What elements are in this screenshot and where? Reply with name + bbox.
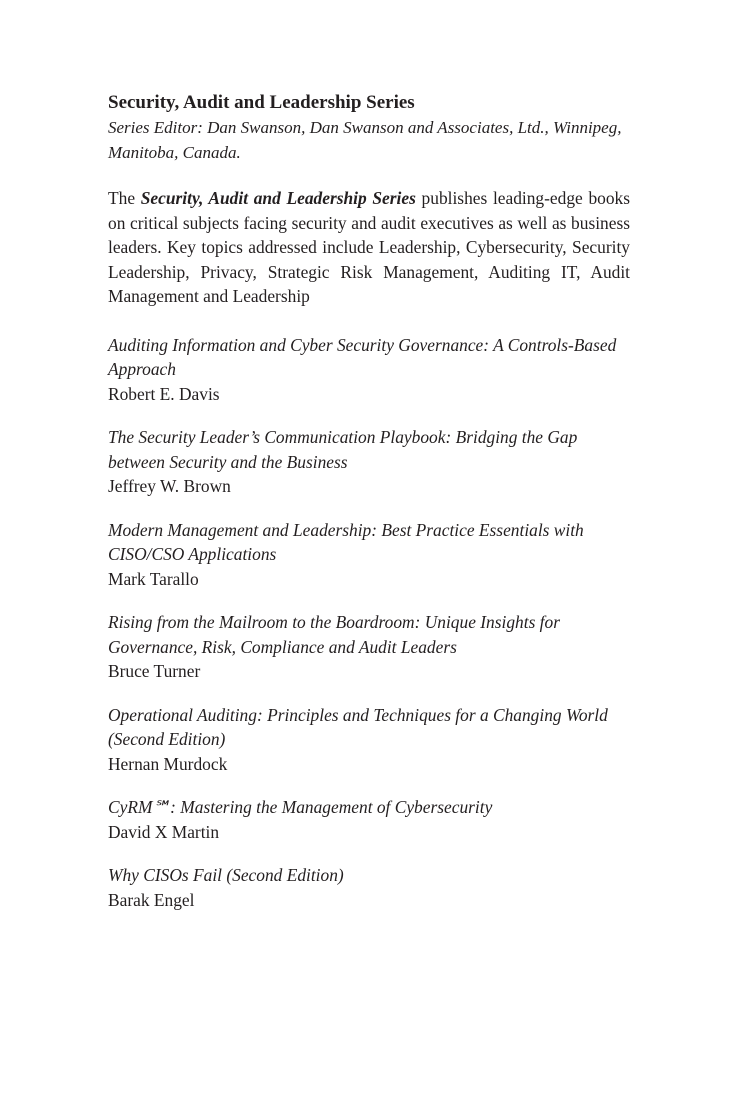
book-title: Operational Auditing: Principles and Techniques for a Changing World (Second Edition): [108, 704, 608, 749]
series-title: Security, Audit and Leadership Series: [108, 92, 415, 113]
book-author: Bruce Turner: [108, 661, 201, 681]
book-entry: [108, 518, 630, 592]
book-author: David X Martin: [108, 821, 220, 842]
book-title: Auditing Information and Cyber Security Governance: A Controls-Based Approach: [108, 334, 617, 379]
book-entry: [108, 863, 630, 912]
book-title: Rising from the Mailroom to the Boardroom: Unique Insights for Governance, Risk, Compliance and Audit Leaders: [108, 612, 560, 657]
book-entry: [108, 610, 630, 684]
book-title: CyRM℠: Mastering the Management of Cybersecurity: [108, 797, 493, 817]
book-title: The Security Leader’s Communication Playbook: Bridging the Gap between Security and the Business: [108, 427, 578, 472]
book-author: Jeffrey W. Brown: [108, 476, 231, 496]
series-page: [108, 90, 630, 931]
series-description: [108, 186, 630, 309]
intro-series-name: Security, Audit and Leadership Series: [140, 188, 416, 208]
book-title: Modern Management and Leadership: Best Practice Essentials with CISO/CSO Applications: [108, 519, 584, 564]
book-entry: [108, 425, 630, 499]
series-editor: Series Editor: Dan Swanson, Dan Swanson and Associates, Ltd., Winnipeg, Manitoba, Canada.: [108, 118, 622, 162]
book-title: Why CISOs Fail (Second Edition): [108, 865, 344, 885]
book-entry: [108, 795, 630, 844]
book-author: Barak Engel: [108, 889, 195, 910]
book-author: Mark Tarallo: [108, 568, 199, 589]
book-entry: [108, 333, 630, 407]
book-author: Robert E. Davis: [108, 383, 220, 404]
book-author: Hernan Murdock: [108, 753, 228, 774]
book-entry: [108, 703, 630, 777]
intro-prefix: The: [108, 188, 141, 208]
intro-text: publishes leading-edge books on critical subjects facing security and audit executives as well as business leaders. Key topics addressed include Leadership, Cybersecurity, Security Leadership, Privacy, Strategic Risk Management, Auditing IT, Audit Management and Leadership: [108, 188, 630, 306]
